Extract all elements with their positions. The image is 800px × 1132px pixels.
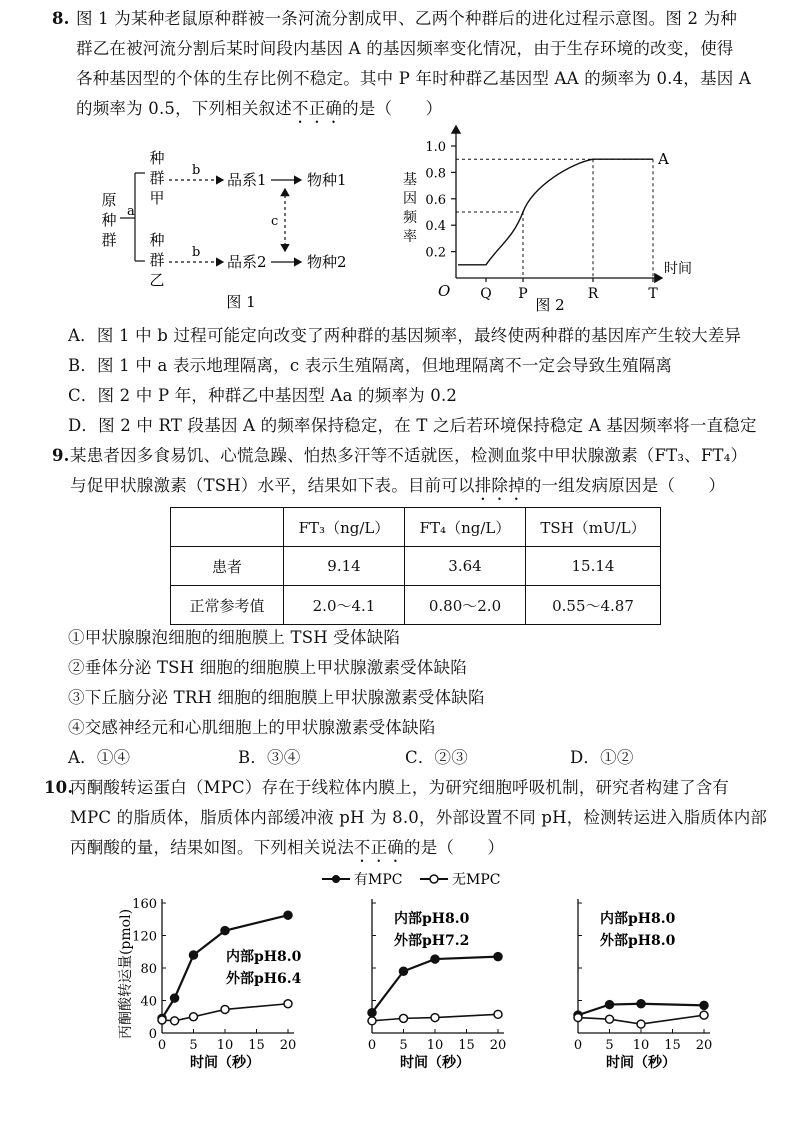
x-tick-label: 0: [157, 1038, 167, 1053]
point-with-mpc: [700, 1001, 708, 1009]
origin-char: 原: [101, 191, 117, 209]
point-with-mpc: [494, 953, 502, 961]
y-tick-label: 0.6: [425, 192, 446, 208]
point-without-mpc: [221, 1005, 229, 1013]
table-header-row: [171, 508, 661, 547]
point-with-mpc: [190, 951, 198, 959]
origin-label: O: [438, 282, 451, 300]
x-tick-label: 0: [573, 1038, 583, 1053]
series-line-with-mpc: [372, 957, 498, 1013]
q9-option-b[interactable]: B．③④: [238, 748, 301, 767]
pop-b-char: 乙: [149, 271, 165, 289]
q9-item: ③下丘脑分泌 TRH 细胞的细胞膜上甲状腺激素受体缺陷: [68, 688, 485, 707]
label-b: b: [192, 245, 201, 260]
x-tick-label: 10: [426, 1038, 444, 1053]
figure-2-chart: [400, 118, 700, 323]
table-row: [171, 586, 661, 625]
table-cell: 正常参考值: [171, 586, 284, 625]
mpc-panel: [368, 899, 506, 1071]
q8-option-d[interactable]: D．图 2 中 RT 段基因 A 的频率保持稳定，在 T 之后若环境保持稳定 A 基因频率将一直稳定: [68, 416, 757, 435]
pop-b-char: 种: [149, 231, 165, 249]
condition-annotation: 外部pH8.0: [600, 933, 676, 949]
figure-1-diagram: [95, 145, 365, 320]
point-with-mpc: [221, 927, 229, 935]
table-header-cell: FT₃（ng/L）: [284, 508, 405, 547]
point-with-mpc: [171, 994, 179, 1002]
table-cell: 患者: [171, 547, 284, 586]
figure-2-caption: 图 2: [535, 296, 565, 314]
mpc-panel: [132, 897, 301, 1071]
x-tick-label: R: [587, 286, 599, 302]
x-tick-label: 20: [695, 1038, 713, 1053]
x-tick-label: 20: [489, 1038, 507, 1053]
q8-option-b[interactable]: B．图 1 中 a 表示地理隔离，c 表示生殖隔离，但地理隔离不一定会导致生殖隔离: [68, 356, 673, 375]
q9-item: ②垂体分泌 TSH 细胞的细胞膜上甲状腺激素受体缺陷: [68, 658, 467, 677]
x-tick-label: 5: [189, 1038, 198, 1053]
y-tick-label: 40: [140, 994, 157, 1010]
q9-option-a[interactable]: A．①④: [68, 748, 131, 767]
x-tick-label: 15: [664, 1038, 681, 1053]
y-tick-label: 80: [140, 962, 157, 977]
q10-stem-line: MPC 的脂质体，脂质体内部缓冲液 pH 为 8.0，外部设置不同 pH，检测转运进入脂质体内部: [70, 808, 768, 827]
pop-a-char: 群: [149, 169, 165, 187]
pop-a-char: 种: [149, 149, 165, 167]
y-tick-label: 120: [132, 929, 157, 945]
x-tick-label: 10: [632, 1038, 650, 1053]
q9-stem-line: 某患者因多食易饥、心慌急躁、怕热多汗等不适就医，检测血浆中甲状腺激素（FT₃、FT₄）: [70, 446, 748, 465]
species-2-label: 物种2: [307, 253, 347, 271]
y-tick-label: 0: [148, 1027, 157, 1042]
q10-stem-line: 丙酮酸转运蛋白（MPC）存在于线粒体内膜上，为研究细胞呼吸机制，研究者构建了含有: [70, 778, 730, 797]
point-with-mpc: [400, 967, 408, 975]
legend-with-mpc: 有MPC: [354, 872, 403, 888]
condition-annotation: 内部pH8.0: [600, 911, 676, 927]
table-cell: 3.64: [405, 547, 526, 586]
table-header-cell: TSH（mU/L）: [526, 508, 661, 547]
point-without-mpc: [431, 1014, 439, 1022]
x-tick-label: 5: [399, 1038, 408, 1053]
q8-number: 8.: [52, 9, 70, 28]
q8-stem-line: 的频率为 0.5，下列相关叙述不正确的是（ ）: [76, 99, 443, 118]
point-without-mpc: [158, 1016, 166, 1024]
figure-1-caption: 图 1: [226, 293, 256, 311]
q9-item: ①甲状腺腺泡细胞的细胞膜上 TSH 受体缺陷: [68, 628, 401, 647]
q10-number: 10.: [44, 778, 74, 797]
mpc-panel: [574, 899, 712, 1071]
point-without-mpc: [494, 1010, 502, 1018]
point-without-mpc: [190, 1013, 198, 1021]
y-tick-label: 0.8: [425, 166, 446, 182]
x-tick-label: P: [518, 286, 528, 302]
x-tick-label: 5: [605, 1038, 614, 1053]
origin-char: 群: [101, 231, 117, 249]
x-axis-label: 时间（秒）: [606, 1055, 676, 1071]
y-axis-label-char: 率: [403, 229, 417, 245]
point-without-mpc: [171, 1017, 179, 1025]
table-cell: 15.14: [526, 547, 661, 586]
point-with-mpc: [431, 955, 439, 963]
point-with-mpc: [637, 1000, 645, 1008]
x-tick-label: T: [648, 286, 658, 302]
y-tick-label: 0.2: [425, 245, 446, 261]
label-c: c: [271, 214, 279, 229]
line-2-label: 品系2: [227, 253, 267, 271]
x-tick-label: 15: [458, 1038, 475, 1053]
hormone-table: [170, 507, 661, 625]
table-header-cell: FT₄（ng/L）: [405, 508, 526, 547]
point-without-mpc: [606, 1015, 614, 1023]
pop-a-char: 甲: [149, 189, 165, 207]
point-without-mpc: [574, 1014, 582, 1022]
point-without-mpc: [368, 1017, 376, 1025]
point-without-mpc: [637, 1020, 645, 1028]
table-cell: 2.0～4.1: [284, 586, 405, 625]
q9-stem-line: 与促甲状腺激素（TSH）水平，结果如下表。目前可以排除掉的一组发病原因是（ ）: [70, 476, 726, 495]
q10-stem-line: 丙酮酸的量，结果如图。下列相关说法不正确的是（ ）: [70, 838, 505, 857]
point-with-mpc: [284, 911, 292, 919]
x-tick-label: 0: [367, 1038, 377, 1053]
x-tick-label: 20: [279, 1038, 297, 1053]
line-1-label: 品系1: [227, 171, 267, 189]
q9-option-d[interactable]: D．①②: [570, 748, 634, 767]
y-tick-label: 1.0: [425, 140, 446, 155]
condition-annotation: 内部pH8.0: [394, 911, 470, 927]
y-axis-label-char: 因: [403, 191, 417, 207]
point-with-mpc: [606, 1001, 614, 1009]
table-cell: 0.55～4.87: [526, 586, 661, 625]
x-axis-label: 时间: [664, 261, 692, 277]
point-without-mpc: [700, 1011, 708, 1019]
table-header-cell: [171, 508, 284, 547]
curve-label-a: A: [658, 150, 669, 169]
y-axis-label-char: 频: [403, 210, 417, 226]
species-1-label: 物种1: [307, 171, 347, 189]
label-a: a: [127, 204, 135, 219]
condition-annotation: 外部pH6.4: [226, 971, 302, 987]
legend-without-mpc: 无MPC: [452, 872, 501, 888]
x-tick-label: 10: [216, 1038, 234, 1053]
mpc-y-axis-label: 丙酮酸转运量(pmol): [118, 908, 134, 1040]
table-cell: 9.14: [284, 547, 405, 586]
pop-b-char: 群: [149, 251, 165, 269]
label-b: b: [192, 163, 201, 178]
condition-annotation: 内部pH8.0: [226, 949, 302, 965]
q8-option-c[interactable]: C．图 2 中 P 年，种群乙中基因型 Aa 的频率为 0.2: [68, 386, 458, 405]
x-tick-label: 15: [248, 1038, 265, 1053]
q8-option-a[interactable]: A．图 1 中 b 过程可能定向改变了两种群的基因频率，最终使两种群的基因库产生较大差异: [68, 326, 742, 345]
point-without-mpc: [284, 1000, 292, 1008]
q9-option-c[interactable]: C．②③: [405, 748, 468, 767]
x-axis-label: 时间（秒）: [400, 1055, 470, 1071]
legend: [322, 872, 500, 888]
point-without-mpc: [400, 1014, 408, 1022]
y-tick-label: 0.4: [425, 219, 446, 235]
q8-stem-line: 各种基因型的个体的生存比例不稳定。其中 P 年时种群乙基因型 AA 的频率为 0.4，基因 A: [76, 69, 751, 88]
q8-stem-line: 图 1 为某种老鼠原种群被一条河流分割成甲、乙两个种群后的进化过程示意图。图 2 为种: [76, 9, 738, 28]
q8-stem-line: 群乙在被河流分割后某时间段内基因 A 的基因频率变化情况，由于生存环境的改变，使得: [76, 39, 734, 58]
origin-char: 种: [101, 211, 117, 229]
x-axis-label: 时间（秒）: [190, 1055, 260, 1071]
mpc-charts: [110, 865, 730, 1080]
y-axis-label-char: 基: [403, 172, 417, 188]
x-tick-label: Q: [480, 286, 492, 302]
table-cell: 0.80～2.0: [405, 586, 526, 625]
q9-number: 9.: [52, 446, 70, 465]
point-with-mpc: [368, 1009, 376, 1017]
condition-annotation: 外部pH7.2: [394, 933, 470, 949]
y-tick-label: 160: [132, 897, 157, 912]
table-row: [171, 547, 661, 586]
q9-item: ④交感神经元和心肌细胞上的甲状腺激素受体缺陷: [68, 718, 436, 737]
